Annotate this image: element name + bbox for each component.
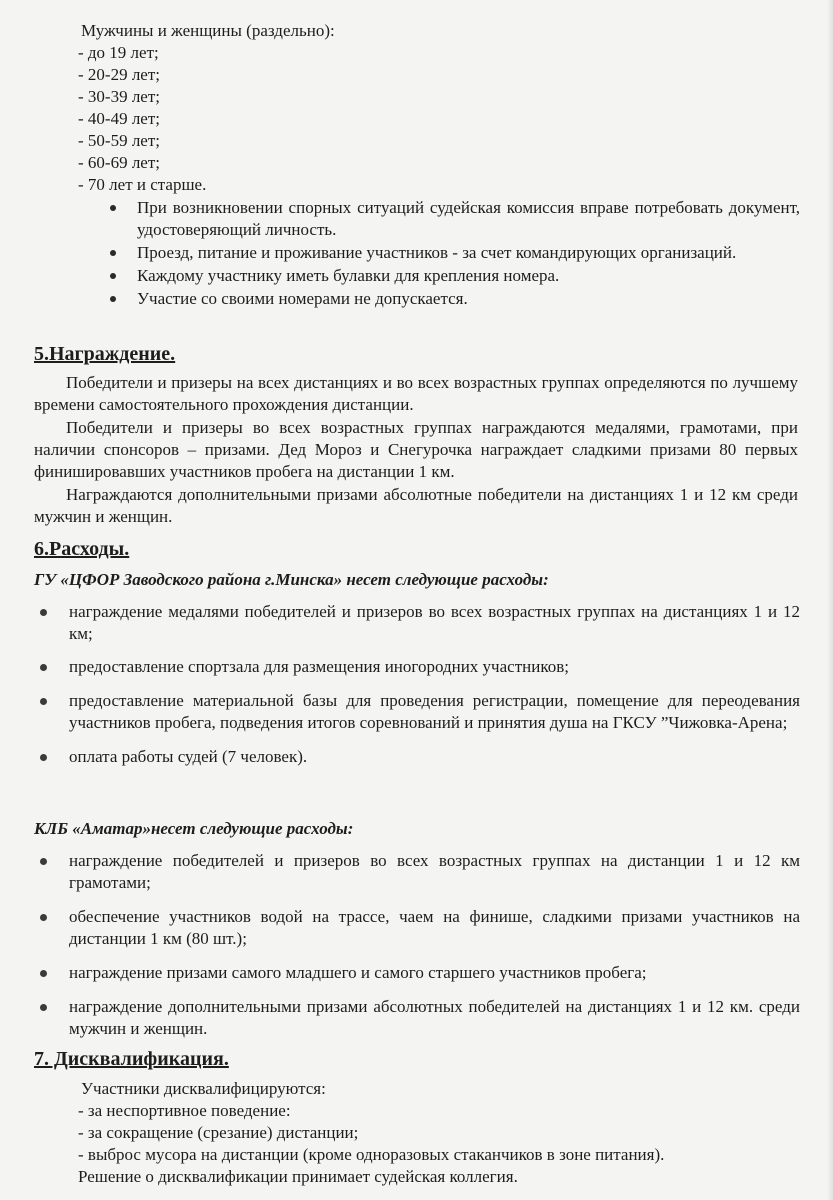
org2-header: КЛБ «Аматар»несет следующие расходы:	[34, 819, 354, 838]
age-group-item: - 60-69 лет;	[78, 153, 161, 172]
age-group-item: - 30-39 лет;	[78, 87, 161, 106]
disqualification-item: - выброс мусора на дистанции (кроме одноразовых стаканчиков в зоне питания).	[78, 1145, 665, 1164]
age-group-item: - 40-49 лет;	[78, 109, 161, 128]
section-5-body	[34, 372, 798, 528]
bullet-icon	[40, 914, 47, 921]
bullet-icon	[40, 1004, 47, 1011]
bullet-icon	[40, 754, 47, 761]
rules-list	[110, 197, 800, 310]
section-7-title: 7. Дисквалификация.	[34, 1048, 229, 1070]
section-7-closing: Решение о дисквалификации принимает судейская коллегия.	[78, 1167, 518, 1186]
section-6-title: 6.Расходы.	[34, 538, 130, 560]
rule-item: Проезд, питание и проживание участников - за счет командирующих организаций.	[110, 242, 800, 264]
section-5-paragraph: Победители и призеры во всех возрастных группах награждаются медалями, грамотами, при наличии спонсоров – призами. Дед Мороз и Снегурочка награждает сладкими призами 80 первых финишировавших участников пробега на дистанции 1 км.	[34, 418, 798, 481]
org1-expenses-list	[40, 601, 800, 768]
rule-item: Каждому участнику иметь булавки для крепления номера.	[110, 265, 800, 287]
expense-item: обеспечение участников водой на трассе, чаем на финише, сладкими призами участников на дистанции 1 км (80 шт.);	[40, 906, 800, 950]
bullet-icon	[40, 698, 47, 705]
expense-item: награждение медалями победителей и призеров во всех возрастных группах на дистанциях 1 и 12 км;	[40, 601, 800, 645]
disqualification-item: - за неспортивное поведение:	[78, 1101, 291, 1120]
bullet-icon	[40, 664, 47, 671]
bullet-icon	[40, 858, 47, 865]
bullet-icon	[40, 970, 47, 977]
section-5-paragraph: Награждаются дополнительными призами абсолютные победители на дистанциях 1 и 12 км среди мужчин и женщин.	[34, 485, 798, 526]
bullet-icon	[110, 205, 116, 211]
age-group-item: - до 19 лет;	[78, 43, 159, 62]
section-5-title: 5.Награждение.	[34, 343, 176, 365]
age-group-item: - 70 лет и старше.	[78, 175, 207, 194]
bullet-icon	[110, 250, 116, 256]
org2-expenses-list	[40, 850, 800, 1040]
rule-item: Участие со своими номерами не допускается.	[110, 288, 800, 310]
disqualification-item: - за сокращение (срезание) дистанции;	[78, 1123, 359, 1142]
age-group-item: - 20-29 лет;	[78, 65, 161, 84]
section-7-intro: Участники дисквалифицируются:	[81, 1079, 326, 1098]
bullet-icon	[110, 273, 116, 279]
expense-item: награждение призами самого младшего и самого старшего участников пробега;	[40, 962, 800, 984]
age-group-item: - 50-59 лет;	[78, 131, 161, 150]
rule-item: При возникновении спорных ситуаций судейская комиссия вправе потребовать документ, удостоверяющий личность.	[110, 197, 800, 241]
bullet-icon	[40, 609, 47, 616]
section-5-paragraph: Победители и призеры на всех дистанциях и во всех возрастных группах определяются по лучшему времени самостоятельного прохождения дистанции.	[34, 373, 798, 414]
org1-header: ГУ «ЦФОР Заводского района г.Минска» несет следующие расходы:	[34, 570, 549, 589]
expense-item: предоставление спортзала для размещения иногородних участников;	[40, 656, 800, 678]
expense-item: предоставление материальной базы для проведения регистрации, помещение для переодевания участников пробега, подведения итогов соревнований и принятия душа на ГКСУ ”Чижовка-Арена;	[40, 690, 800, 734]
expense-item: оплата работы судей (7 человек).	[40, 746, 800, 768]
scan-edge-shadow	[827, 0, 833, 1200]
expense-item: награждение дополнительными призами абсолютных победителей на дистанциях 1 и 12 км. среди мужчин и женщин.	[40, 996, 800, 1040]
expense-item: награждение победителей и призеров во всех возрастных группах на дистанции 1 и 12 км грамотами;	[40, 850, 800, 894]
age-groups-header: Мужчины и женщины (раздельно):	[81, 21, 335, 40]
bullet-icon	[110, 296, 116, 302]
